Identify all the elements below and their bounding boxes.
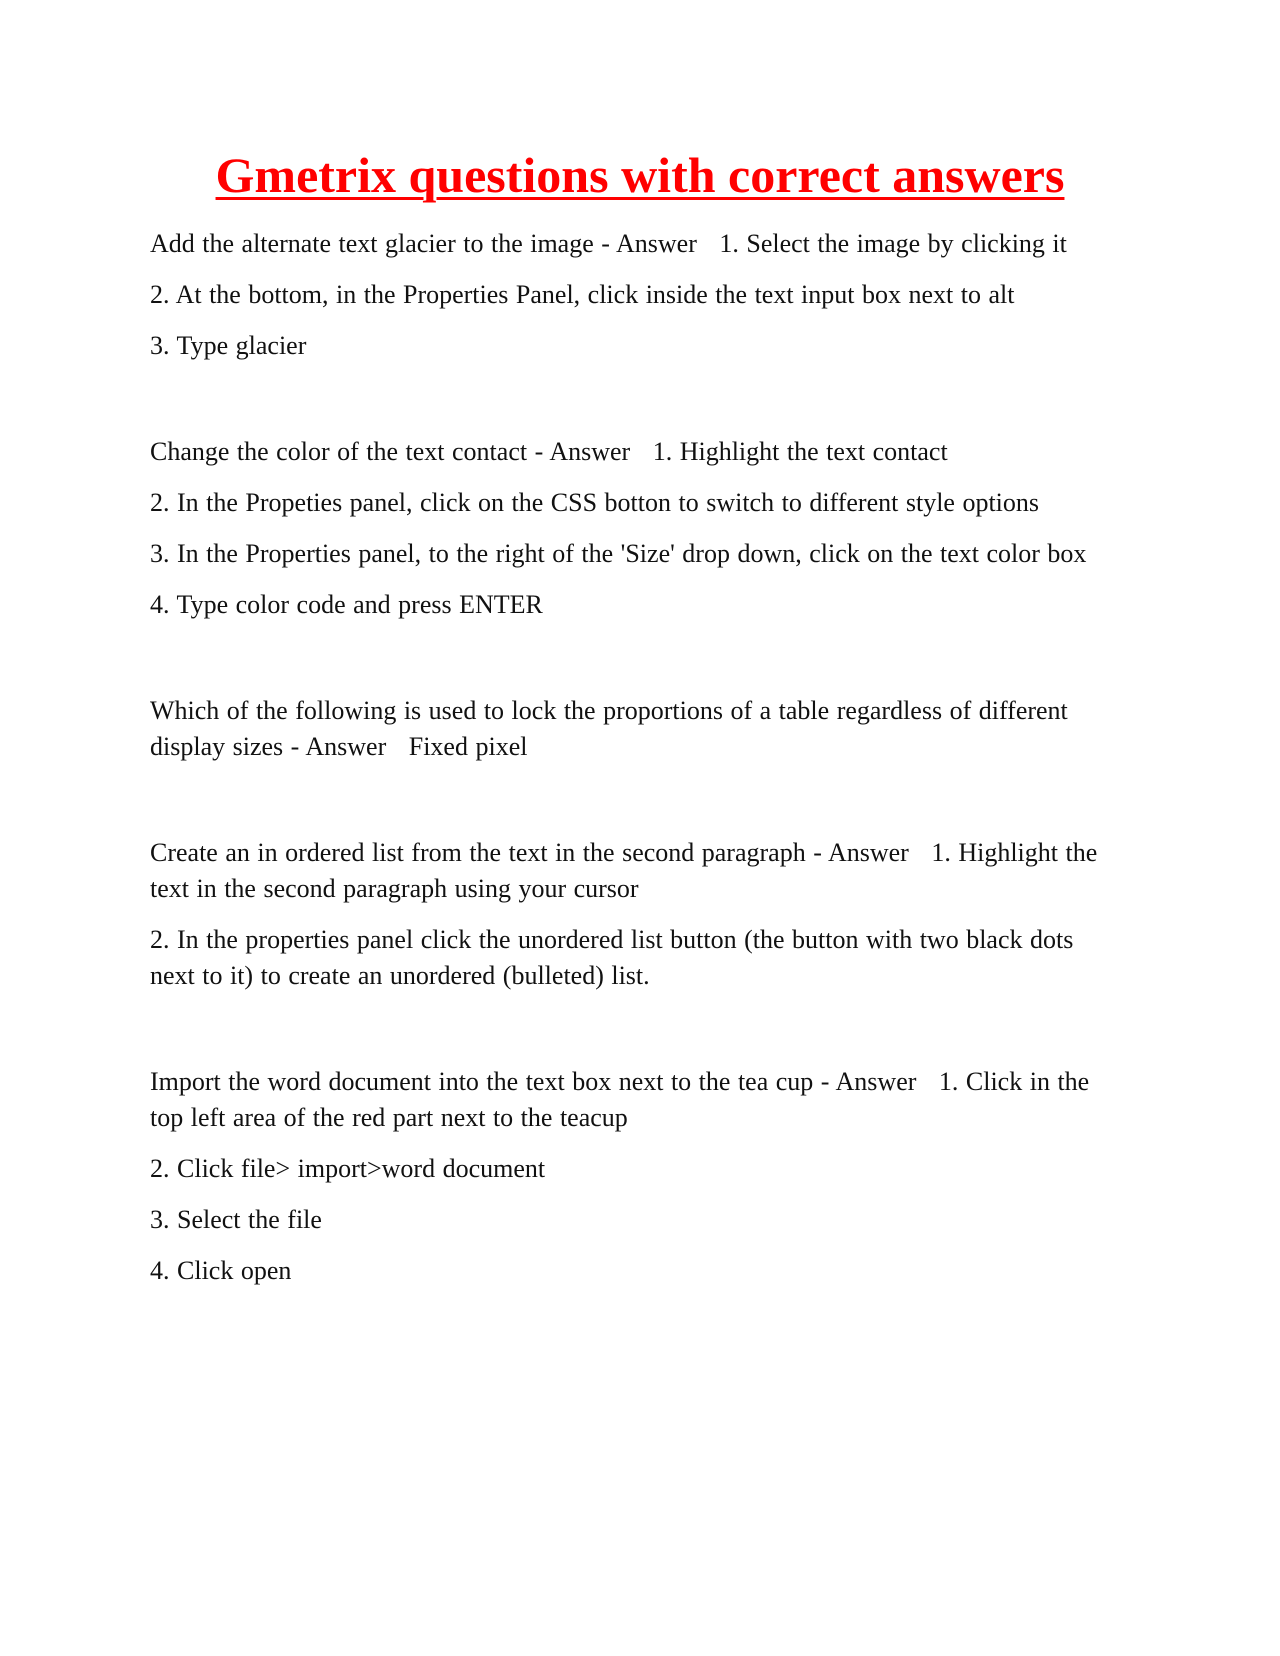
question-line bbox=[150, 1064, 1125, 1136]
question-text: Change the color of the text contact bbox=[150, 437, 528, 466]
qa-block bbox=[150, 1064, 1125, 1289]
qa-block bbox=[150, 835, 1125, 994]
question-text: Which of the following is used to lock the proportions of a table regardless of different display sizes bbox=[150, 696, 1068, 761]
answer-step: 3. Select the file bbox=[150, 1205, 322, 1234]
question-line bbox=[150, 434, 1125, 470]
answer-step: 2. In the Propeties panel, click on the CSS botton to switch to different style options bbox=[150, 488, 1040, 517]
answer-marker: - Answer bbox=[601, 229, 697, 258]
answer-text: 1. Highlight the text contact bbox=[652, 437, 948, 466]
page-title: Gmetrix questions with correct answers bbox=[215, 147, 1065, 203]
qa-block bbox=[150, 434, 1125, 623]
answer-step: 2. In the properties panel click the unordered list button (the button with two black dots next to it) to create an unordered (bulleted) list. bbox=[150, 925, 1074, 990]
qa-block bbox=[150, 226, 1125, 364]
answer-text: Fixed pixel bbox=[408, 732, 528, 761]
question-line bbox=[150, 693, 1125, 765]
answer-step: 3. Type glacier bbox=[150, 331, 307, 360]
answer-step: 4. Type color code and press ENTER bbox=[150, 590, 543, 619]
question-line bbox=[150, 226, 1125, 262]
question-text: Import the word document into the text box next to the tea cup bbox=[150, 1067, 814, 1096]
answer-marker: - Answer bbox=[290, 732, 387, 761]
question-text: Create an in ordered list from the text in the second paragraph bbox=[150, 838, 806, 867]
answer-text: 1. Click in the top left area of the red part next to the teacup bbox=[150, 1067, 1090, 1132]
answer-marker: - Answer bbox=[820, 1067, 917, 1096]
answer-marker: - Answer bbox=[813, 838, 909, 867]
question-text: Add the alternate text glacier to the image bbox=[150, 229, 594, 258]
answer-step: 4. Click open bbox=[150, 1256, 292, 1285]
question-line bbox=[150, 835, 1125, 907]
answer-marker: - Answer bbox=[534, 437, 631, 466]
answer-step: 3. In the Properties panel, to the right of the 'Size' drop down, click on the text color box bbox=[150, 539, 1087, 568]
answer-text: 1. Highlight the text in the second paragraph using your cursor bbox=[150, 838, 1098, 903]
answer-text: 1. Select the image by clicking it bbox=[719, 229, 1067, 258]
document-body bbox=[150, 226, 1125, 1289]
answer-step: 2. Click file> import>word document bbox=[150, 1154, 546, 1183]
qa-block bbox=[150, 693, 1125, 765]
answer-step: 2. At the bottom, in the Properties Panel, click inside the text input box next to alt bbox=[150, 280, 1015, 309]
